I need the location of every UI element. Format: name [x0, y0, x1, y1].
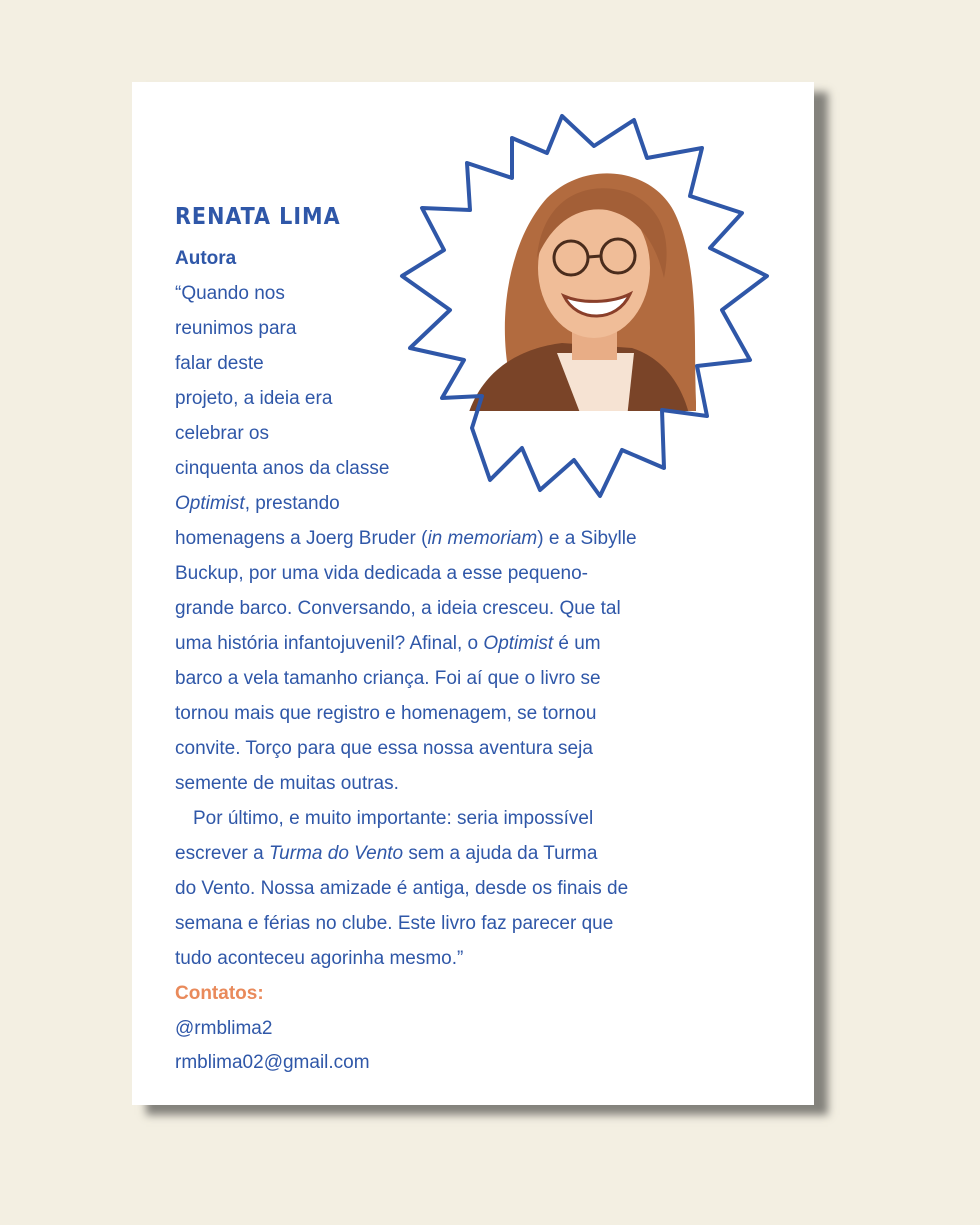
- quote-line: semana e férias no clube. Este livro faz parecer que: [175, 913, 614, 934]
- instagram-handle[interactable]: @rmblima2: [175, 1018, 273, 1039]
- quote-line: Optimist, prestando: [175, 493, 340, 514]
- quote-line: grande barco. Conversando, a ideia cresceu. Que tal: [175, 598, 621, 619]
- portrait-photo: [454, 166, 697, 418]
- author-portrait: [372, 98, 792, 518]
- contacts-label: Contatos:: [175, 983, 264, 1004]
- quote-line: tudo aconteceu agorinha mesmo.”: [175, 948, 464, 969]
- quote-line: convite. Torço para que essa nossa aventura seja: [175, 738, 593, 759]
- quote-line: cinquenta anos da classe: [175, 458, 390, 479]
- quote-line: uma história infantojuvenil? Afinal, o Optimist é um: [175, 633, 601, 654]
- author-name: RENATA LIMA: [175, 204, 341, 230]
- email-link[interactable]: rmblima02@gmail.com: [175, 1052, 370, 1073]
- quote-line: homenagens a Joerg Bruder (in memoriam) e a Sibylle: [175, 528, 637, 549]
- quote-line: do Vento. Nossa amizade é antiga, desde os finais de: [175, 878, 629, 899]
- quote-line: falar deste: [175, 353, 264, 374]
- quote-line: reunimos para: [175, 318, 297, 339]
- author-role: Autora: [175, 248, 237, 269]
- author-bio-card: [132, 82, 814, 1105]
- quote-line: projeto, a ideia era: [175, 388, 333, 409]
- quote-line: semente de muitas outras.: [175, 773, 399, 794]
- quote-line: celebrar os: [175, 423, 269, 444]
- quote-line: Buckup, por uma vida dedicada a esse pequeno-: [175, 563, 588, 584]
- quote-line: tornou mais que registro e homenagem, se tornou: [175, 703, 597, 724]
- quote-line: escrever a Turma do Vento sem a ajuda da Turma: [175, 843, 598, 864]
- quote-line: “Quando nos: [175, 283, 285, 304]
- quote-line: barco a vela tamanho criança. Foi aí que o livro se: [175, 668, 601, 689]
- quote-line: Por último, e muito importante: seria impossível: [193, 808, 594, 829]
